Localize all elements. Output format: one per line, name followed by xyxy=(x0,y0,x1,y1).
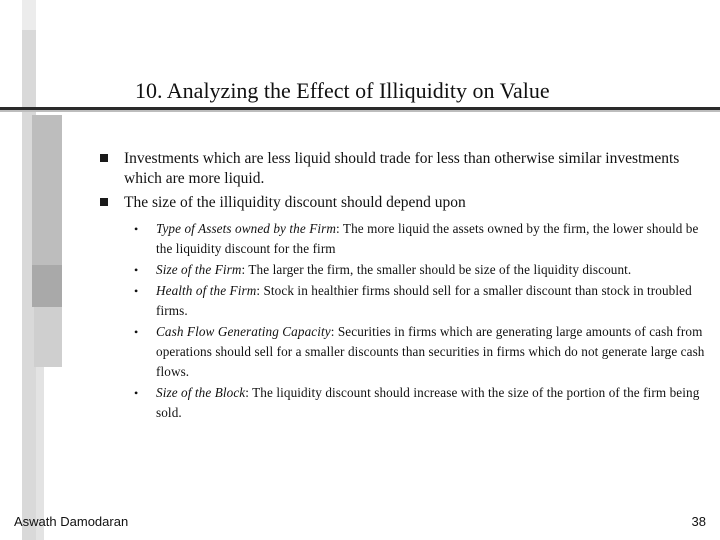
sub-bullet-term: Cash Flow Generating Capacity xyxy=(156,324,331,339)
page-number: 38 xyxy=(691,514,706,529)
square-bullet-icon xyxy=(100,154,108,162)
decorative-bar-3 xyxy=(32,265,62,307)
sub-bullet-term: Type of Assets owned by the Firm xyxy=(156,221,336,236)
sub-bullet-item xyxy=(95,281,705,321)
bullet-text: The size of the illiquidity discount should depend upon xyxy=(124,194,466,211)
bullet-text: Investments which are less liquid should trade for less than otherwise similar investments which are more liquid. xyxy=(124,150,680,187)
square-bullet-icon xyxy=(100,198,108,206)
sub-bullet-text: : Securities in firms which are generating large amounts of cash from operations should sell for a smaller discounts than securities in firms which do not generate large cash flows. xyxy=(156,324,705,379)
sub-bullet-item xyxy=(95,260,705,280)
sub-bullet-text: : The larger the firm, the smaller should be size of the liquidity discount. xyxy=(241,262,632,277)
sub-bullet-text: : Stock in healthier firms should sell for a smaller discount than stock in troubled firms. xyxy=(156,283,692,318)
slide-title: 10. Analyzing the Effect of Illiquidity on Value xyxy=(135,78,550,103)
dot-bullet-icon: • xyxy=(134,386,139,400)
sub-bullet-item xyxy=(95,219,705,259)
bullet-item xyxy=(95,193,705,213)
slide-body xyxy=(95,149,705,424)
dot-bullet-icon: • xyxy=(134,284,139,298)
title-divider-shadow xyxy=(0,110,720,112)
sub-bullet-item xyxy=(95,322,705,382)
sub-bullet-term: Size of the Firm xyxy=(156,262,242,277)
sub-bullet-term: Health of the Firm xyxy=(156,283,257,298)
dot-bullet-icon: • xyxy=(134,325,139,339)
sub-bullet-term: Size of the Block xyxy=(156,385,246,400)
bullet-item xyxy=(95,149,705,189)
sub-bullet-text: : The liquidity discount should increase with the size of the portion of the firm being sold. xyxy=(156,385,700,420)
sub-bullet-text: : The more liquid the assets owned by the firm, the lower should be the liquidity discount for the firm xyxy=(156,221,699,256)
decorative-bar-4 xyxy=(34,307,62,367)
sub-bullet-item xyxy=(95,383,705,423)
decorative-bar-2 xyxy=(32,115,62,265)
dot-bullet-icon: • xyxy=(134,263,139,277)
dot-bullet-icon: • xyxy=(134,222,139,236)
footer-author: Aswath Damodaran xyxy=(14,514,129,529)
